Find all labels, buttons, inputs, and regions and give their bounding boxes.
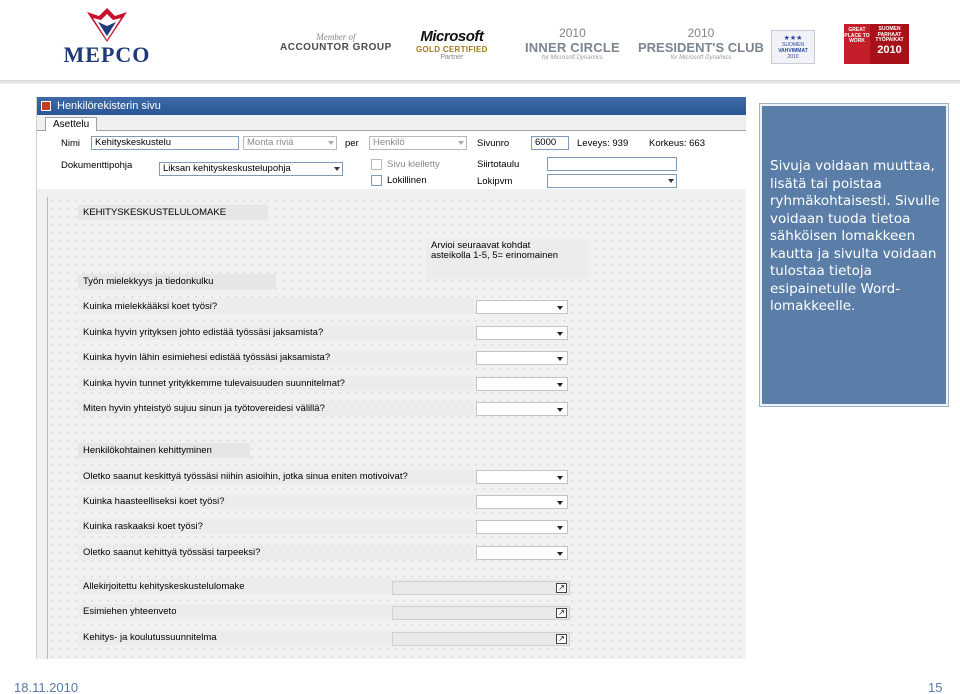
form-design-canvas <box>47 197 746 659</box>
question-label[interactable]: Kuinka haasteelliseksi koet työsi? <box>78 494 474 509</box>
microsoft-gold-logo: Microsoft GOLD CERTIFIED Partner <box>416 28 488 61</box>
attachment-field[interactable] <box>392 606 570 620</box>
open-link-icon[interactable]: ↗ <box>556 634 567 644</box>
attachment-field[interactable] <box>392 581 570 595</box>
henkilo-select[interactable]: Henkilö <box>369 136 467 150</box>
great-place-to-work-logo: GREAT PLACE TO WORK SUOMEN PARHAAT TYÖPAIKAT 2010 <box>844 24 909 64</box>
attachment-field[interactable] <box>392 632 570 646</box>
accountor-logo: Member of ACCOUNTOR GROUP <box>280 32 392 53</box>
lokillinen-checkbox[interactable] <box>371 175 382 186</box>
inner-circle-logo: 2010 INNER CIRCLE for Microsoft Dynamics <box>525 26 620 61</box>
open-link-icon[interactable]: ↗ <box>556 583 567 593</box>
sivunro-input[interactable]: 6000 <box>531 136 569 150</box>
presidents-club-logo: 2010 PRESIDENT'S CLUB for Microsoft Dynamics <box>638 26 764 61</box>
question-label[interactable]: Kuinka raskaaksi koet työsi? <box>78 519 474 534</box>
tab-bar <box>37 115 746 131</box>
open-link-icon[interactable]: ↗ <box>556 608 567 618</box>
rating-dropdown[interactable] <box>476 520 568 534</box>
rating-dropdown[interactable] <box>476 300 568 314</box>
question-label[interactable]: Kuinka mielekkääksi koet työsi? <box>78 299 474 314</box>
sivu-kielletty-label: Sivu kielletty <box>387 159 440 170</box>
rating-dropdown[interactable] <box>476 470 568 484</box>
window-title: Henkilörekisterin sivu <box>57 100 161 112</box>
page-properties <box>37 131 746 189</box>
sivu-kielletty-checkbox[interactable] <box>371 159 382 170</box>
mepco-logo: MEPCO <box>62 6 152 72</box>
siirtotaulu-label: Siirtotaulu <box>477 159 520 170</box>
lokipvm-label: Lokipvm <box>477 176 513 187</box>
rating-dropdown[interactable] <box>476 351 568 365</box>
sivunro-label: Sivunro <box>477 138 510 149</box>
section-tyon-mielekkyys[interactable]: Työn mielekkyys ja tiedonkulku <box>78 274 276 289</box>
nimi-input[interactable]: Kehityskeskustelu <box>91 136 239 150</box>
header-logos <box>0 0 960 82</box>
footer-date: 18.11.2010 <box>14 680 79 694</box>
question-label[interactable]: Kuinka hyvin tunnet yritykkemme tulevaisuuden suunnitelmat? <box>78 376 474 391</box>
question-label[interactable]: Kuinka hyvin lähin esimiehesi edistää työssäsi jaksamista? <box>78 350 474 365</box>
question-label[interactable]: Oletko saanut kehittyä työssäsi tarpeeksi? <box>78 545 474 560</box>
leveys-value: Leveys: 939 <box>577 138 629 149</box>
attachment-label[interactable]: Kehitys- ja koulutussuunnitelma <box>78 630 566 645</box>
chevron-down-icon <box>334 167 340 171</box>
app-icon <box>41 101 51 111</box>
scale-note[interactable]: Arvioi seuraavat kohdat asteikolla 1-5, 5= erinomainen <box>426 239 588 279</box>
dokumenttipohja-select[interactable]: Liksan kehityskeskustelupohja <box>159 162 343 176</box>
question-label[interactable]: Kuinka hyvin yrityksen johto edistää työssäsi jaksamista? <box>78 325 474 340</box>
rating-dropdown[interactable] <box>476 495 568 509</box>
lokipvm-select[interactable] <box>547 174 677 188</box>
rating-dropdown[interactable] <box>476 402 568 416</box>
page-editor-window <box>36 97 746 659</box>
rating-dropdown[interactable] <box>476 326 568 340</box>
per-label: per <box>345 138 359 149</box>
suomen-vahvimmat-logo: ★★★ SUOMEN VAHVIMMAT 2010 <box>771 30 815 64</box>
dokumenttipohja-label: Dokumenttipohja <box>61 160 133 171</box>
question-label[interactable]: Miten hyvin yhteistyö sujuu sinun ja työtovereidesi välillä? <box>78 401 474 416</box>
tab-asettelu[interactable]: Asettelu <box>45 117 97 132</box>
header-divider <box>0 80 960 84</box>
window-titlebar <box>37 97 746 115</box>
lokillinen-label: Lokillinen <box>387 175 427 186</box>
chevron-down-icon <box>668 179 674 183</box>
form-title[interactable]: KEHITYSKESKUSTELULOMAKE <box>78 205 268 220</box>
attachment-label[interactable]: Esimiehen yhteenveto <box>78 604 566 619</box>
mepco-bird-icon <box>79 6 135 44</box>
rating-dropdown[interactable] <box>476 546 568 560</box>
korkeus-value: Korkeus: 663 <box>649 138 705 149</box>
info-callout: Sivuja voidaan muuttaa, lisätä tai poistaa ryhmäkohtaisesti. Sivulle voidaan tuoda tietoa sähköisen lomakkeen kautta ja sivulta voidaan tulostaa tietoja esipainetulle Word-lomakkeelle. <box>760 104 948 406</box>
nimi-label: Nimi <box>61 138 80 149</box>
siirtotaulu-input[interactable] <box>547 157 677 171</box>
chevron-down-icon <box>328 141 334 145</box>
chevron-down-icon <box>458 141 464 145</box>
page-number: 15 <box>928 680 943 694</box>
rating-dropdown[interactable] <box>476 377 568 391</box>
monta-rivia-select[interactable]: Monta riviä <box>243 136 337 150</box>
question-label[interactable]: Oletko saanut keskittyä työssäsi niihin asioihin, jotka sinua eniten motivoivat? <box>78 469 474 484</box>
attachment-label[interactable]: Allekirjoitettu kehityskeskustelulomake <box>78 579 566 594</box>
section-henkilokohtainen[interactable]: Henkilökohtainen kehittyminen <box>78 443 250 458</box>
